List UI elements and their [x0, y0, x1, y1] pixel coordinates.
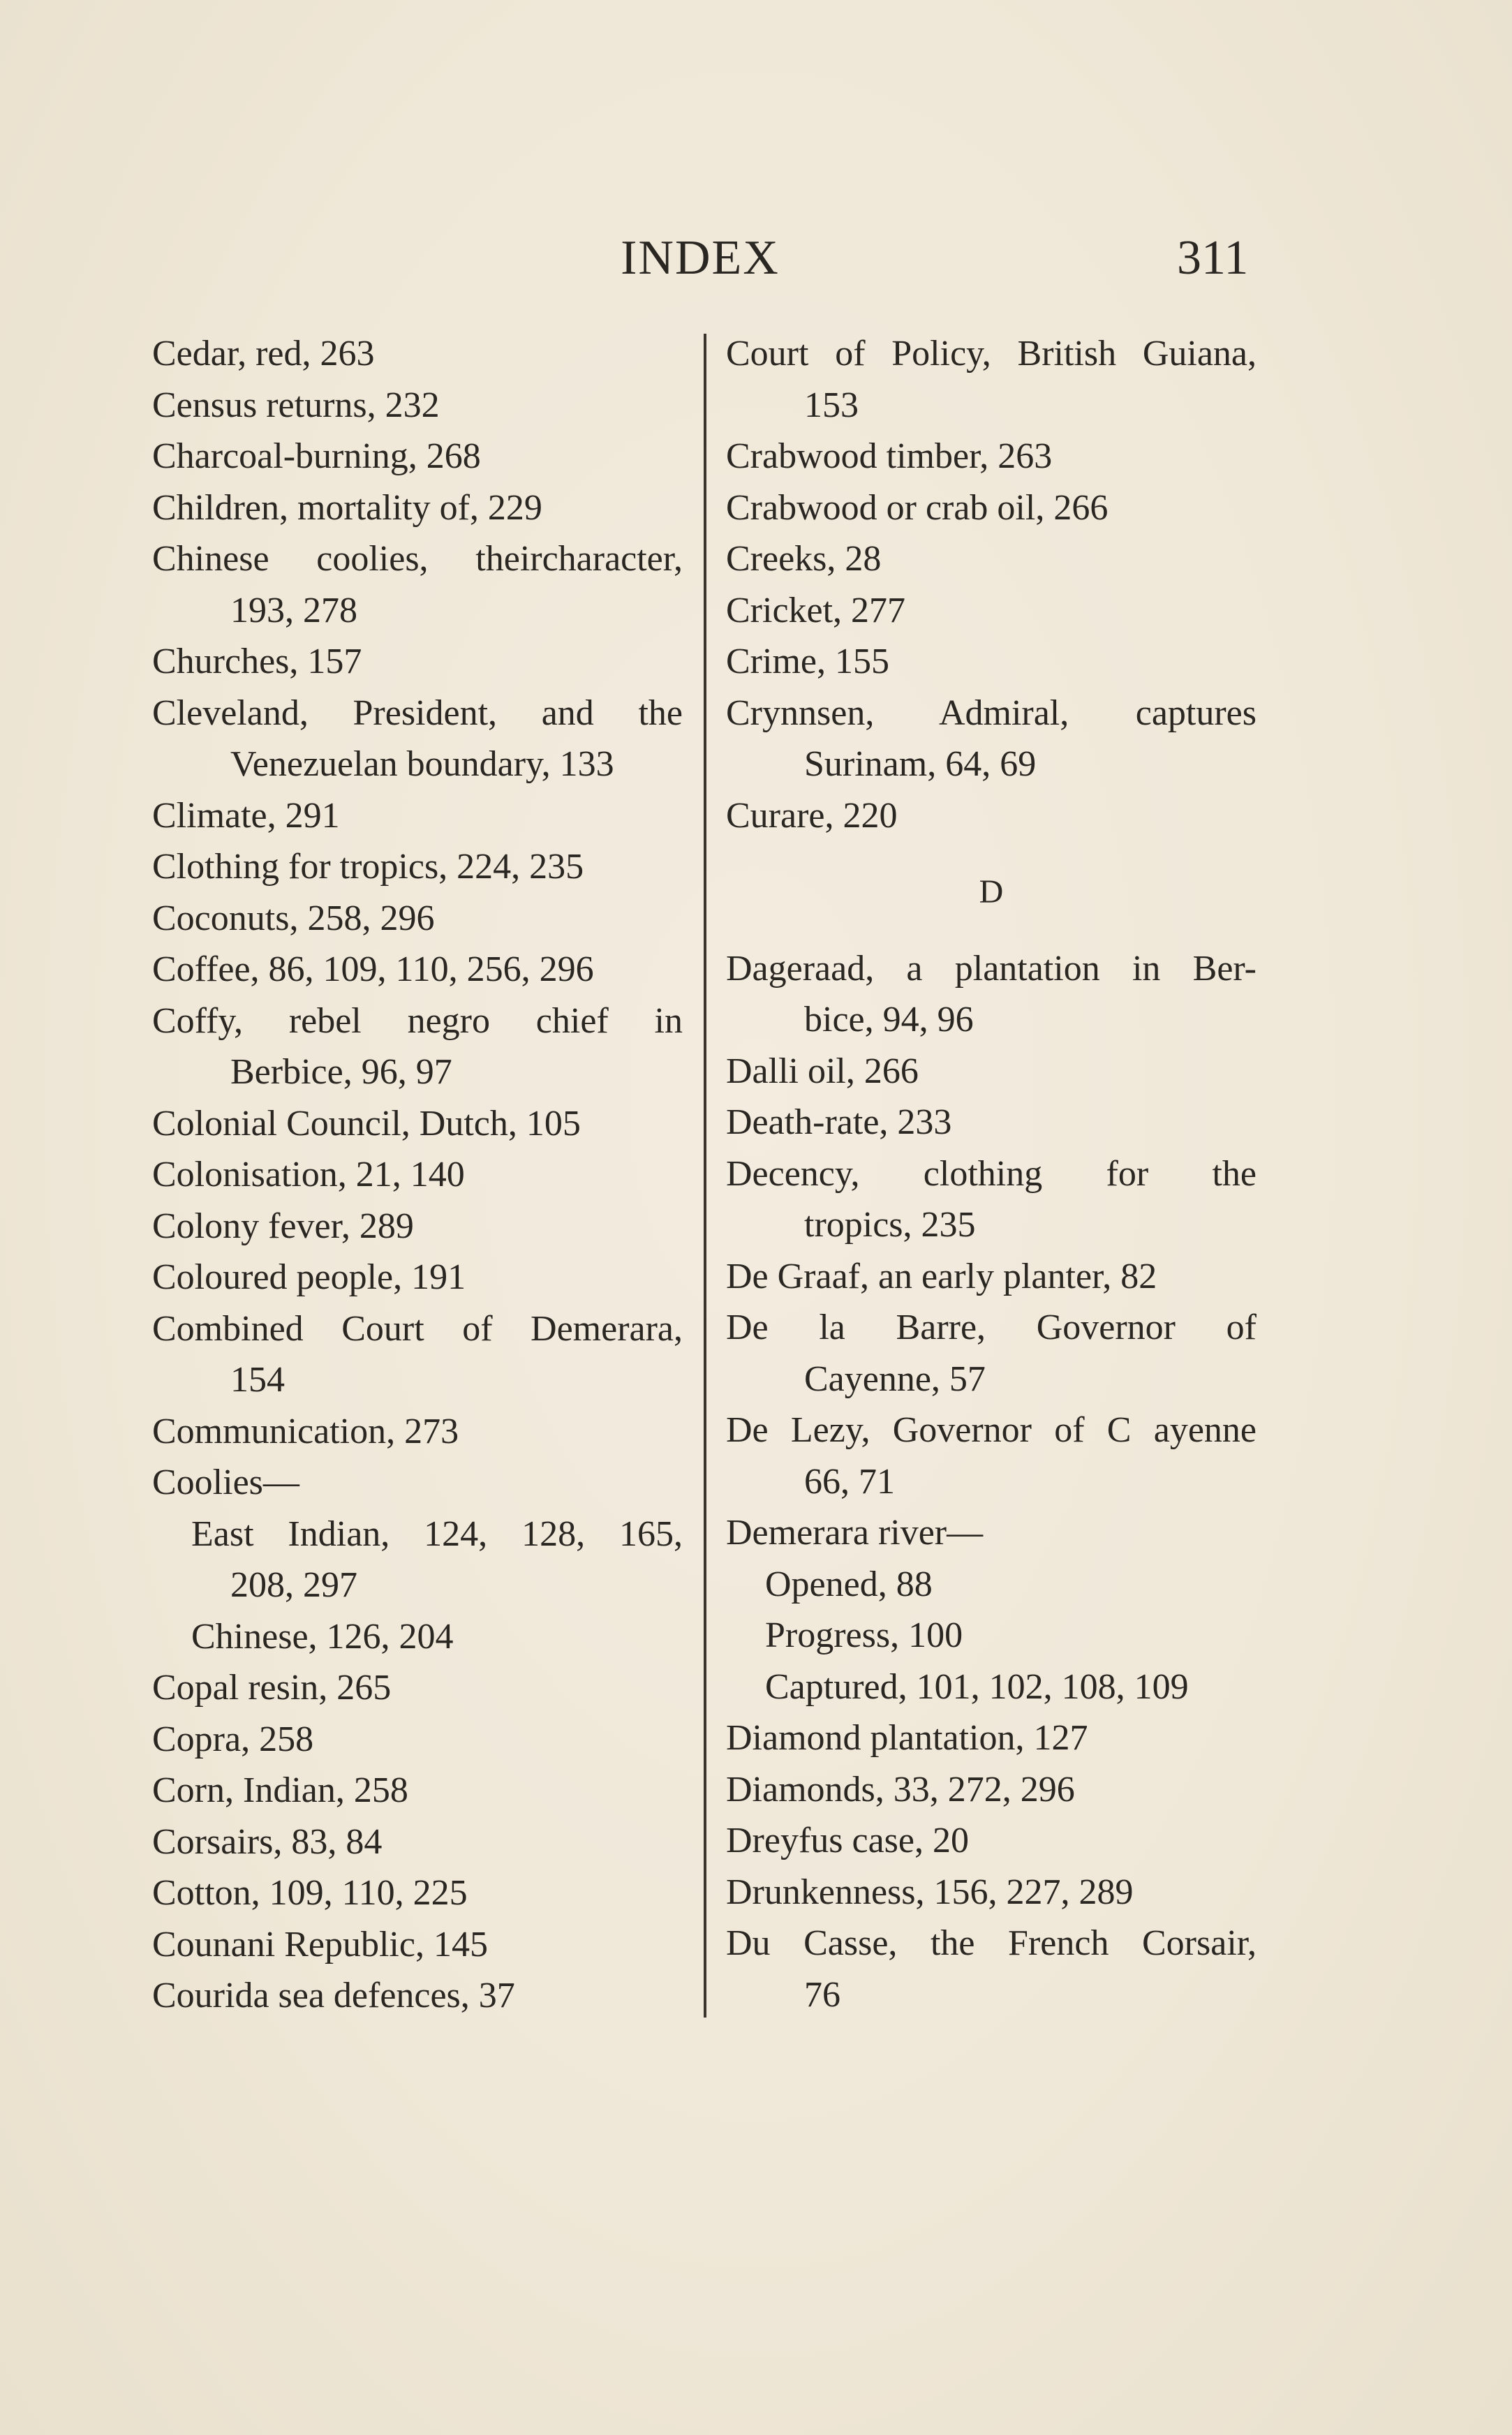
index-entry-heading: Cotton, 109, 110, 225	[152, 1873, 468, 1913]
index-entry-heading: Dageraad, a plantation in Ber-	[726, 948, 1257, 989]
index-entry-heading: Churches, 157	[152, 642, 362, 681]
index-entry	[726, 431, 1257, 482]
index-entry	[152, 1457, 683, 1509]
index-entry	[152, 533, 683, 636]
index-entry-heading: Clothing for tropics, 224, 235	[152, 847, 584, 887]
index-entry	[152, 1970, 683, 2022]
index-entry	[726, 1712, 1257, 1764]
index-entry	[152, 688, 683, 790]
index-subentry-continuation: 208, 297	[230, 1565, 357, 1605]
index-entry	[152, 1662, 683, 1714]
index-entry-heading: Cedar, red, 263	[152, 334, 375, 373]
index-entry	[152, 1765, 683, 1816]
index-entry	[726, 1148, 1257, 1251]
index-entry	[726, 482, 1257, 534]
index-column-right	[726, 328, 1257, 2020]
index-entry	[152, 1252, 683, 1303]
index-entry	[726, 1661, 1257, 1713]
index-entry	[726, 1046, 1257, 1097]
index-entry	[152, 944, 683, 996]
index-entry	[152, 893, 683, 945]
index-entry-heading: De Lezy, Governor of C ayenne	[726, 1410, 1257, 1450]
index-entry	[152, 380, 683, 431]
index-entry-heading: Combined Court of Demerara,	[152, 1308, 683, 1349]
index-entry-heading: Du Casse, the French Corsair,	[726, 1923, 1257, 1963]
index-entry	[726, 790, 1257, 842]
index-entry-heading: Dreyfus case, 20	[726, 1821, 969, 1860]
index-entry	[726, 1867, 1257, 1918]
index-entry-heading: Decency, clothing for the	[726, 1153, 1257, 1194]
index-entry	[726, 1918, 1257, 2020]
index-entry-heading: Crynnsen, Admiral, captures	[726, 693, 1257, 733]
index-entry-heading: Creeks, 28	[726, 539, 882, 579]
index-entry-heading: Climate, 291	[152, 795, 340, 836]
index-entry-continuation: 153	[804, 385, 859, 425]
index-entry-heading: Colonial Council, Dutch, 105	[152, 1103, 581, 1144]
index-subentry: Progress, 100	[765, 1615, 963, 1655]
index-entry	[152, 1406, 683, 1458]
index-entry	[726, 328, 1257, 431]
index-entry-continuation: Cayenne, 57	[804, 1359, 986, 1399]
index-entry-heading: De Graaf, an early planter, 82	[726, 1256, 1157, 1296]
index-entry	[726, 1764, 1257, 1816]
index-entry	[152, 1303, 683, 1406]
index-entry	[726, 1097, 1257, 1148]
index-entry-heading: Demerara river—	[726, 1513, 984, 1553]
index-entry	[152, 431, 683, 482]
index-entry	[152, 1611, 683, 1663]
index-entry-heading: Coffee, 86, 109, 110, 256, 296	[152, 949, 594, 989]
index-subentry: East Indian, 124, 128, 165,	[191, 1513, 683, 1554]
index-entry	[726, 943, 1257, 1046]
index-entry	[152, 1714, 683, 1766]
index-entry	[152, 328, 683, 380]
index-entry	[726, 1610, 1257, 1661]
page-title: INDEX	[621, 231, 780, 285]
index-entry-continuation: Surinam, 64, 69	[804, 744, 1037, 784]
index-entry-continuation: Berbice, 96, 97	[230, 1052, 452, 1092]
index-entry	[152, 790, 683, 842]
index-entry-heading: Dalli oil, 266	[726, 1051, 919, 1091]
index-entry-heading: Crabwood or crab oil, 266	[726, 487, 1109, 528]
index-entry-heading: Colonisation, 21, 140	[152, 1155, 465, 1194]
index-entry	[152, 1201, 683, 1252]
index-entry	[152, 1098, 683, 1150]
index-group-c-continued	[726, 328, 1257, 841]
index-entry-continuation: 154	[230, 1360, 285, 1400]
index-entry	[152, 1149, 683, 1201]
index-entry-heading: Copra, 258	[152, 1719, 314, 1759]
index-entry	[726, 1302, 1257, 1405]
index-column-left	[152, 328, 683, 2022]
index-entry	[726, 636, 1257, 688]
index-entry-heading: Counani Republic, 145	[152, 1924, 488, 1964]
index-entry	[152, 841, 683, 893]
index-entry-heading: Census returns, 232	[152, 385, 440, 425]
index-entry	[152, 636, 683, 688]
index-entry-heading: Death-rate, 233	[726, 1102, 952, 1142]
index-entry-heading: Drunkenness, 156, 227, 289	[726, 1872, 1134, 1912]
index-entry-continuation: 193, 278	[230, 590, 357, 630]
index-entry-heading: Diamonds, 33, 272, 296	[726, 1769, 1075, 1809]
index-entry	[726, 533, 1257, 585]
index-entry-heading: Communication, 273	[152, 1411, 459, 1451]
index-entry-heading: Crime, 155	[726, 642, 889, 681]
index-entry-heading: Court of Policy, British Guiana,	[726, 334, 1257, 373]
index-entry-heading: Crabwood timber, 263	[726, 436, 1053, 476]
index-entry-continuation: tropics, 235	[804, 1205, 976, 1245]
index-group-d	[726, 943, 1257, 2021]
index-entry	[152, 1867, 683, 1919]
index-entry-heading: Coolies—	[152, 1463, 299, 1502]
index-entry-heading: Coconuts, 258, 296	[152, 898, 435, 938]
index-entry-heading: Children, mortality of, 229	[152, 487, 542, 528]
column-divider	[704, 334, 706, 2018]
index-entry-continuation: Venezuelan boundary, 133	[230, 744, 614, 784]
index-entry-heading: Cricket, 277	[726, 590, 906, 630]
page-number: 311	[1177, 231, 1249, 285]
index-entry	[726, 688, 1257, 790]
index-entry-heading: Diamond plantation, 127	[726, 1718, 1088, 1758]
index-entry-heading: Coffy, rebel negro chief in	[152, 1000, 683, 1041]
index-entry	[152, 1816, 683, 1868]
index-entry	[726, 1815, 1257, 1867]
section-letter: D	[979, 873, 1004, 910]
index-entry-heading: Corsairs, 83, 84	[152, 1821, 383, 1862]
index-entry-heading: Courida sea defences, 37	[152, 1976, 515, 2015]
index-entry	[726, 1405, 1257, 1507]
index-entry-continuation: 76	[804, 1974, 840, 2015]
index-entry	[726, 1251, 1257, 1303]
index-entry-heading: Colony fever, 289	[152, 1206, 414, 1246]
index-entry	[152, 1509, 683, 1611]
index-entry	[726, 1507, 1257, 1559]
index-entry-heading: Charcoal-burning, 268	[152, 436, 481, 476]
index-entry-continuation: 66, 71	[804, 1461, 895, 1502]
index-entry	[152, 996, 683, 1098]
index-entry-continuation: bice, 94, 96	[804, 1000, 974, 1039]
index-entry-heading: Chinese coolies, theircharacter,	[152, 539, 683, 579]
index-entry	[152, 482, 683, 534]
index-entry	[152, 1919, 683, 1971]
index-entry	[726, 585, 1257, 637]
index-entry-heading: Coloured people, 191	[152, 1257, 466, 1297]
index-subentry: Chinese, 126, 204	[191, 1616, 454, 1657]
index-entry-heading: De la Barre, Governor of	[726, 1308, 1257, 1347]
index-entry	[726, 1559, 1257, 1611]
index-entry-heading: Cleveland, President, and the	[152, 693, 683, 733]
index-subentry: Opened, 88	[765, 1564, 933, 1604]
index-entry-heading: Curare, 220	[726, 795, 898, 836]
index-entry-heading: Corn, Indian, 258	[152, 1770, 408, 1810]
index-subentry: Captured, 101, 102, 108, 109	[765, 1666, 1189, 1707]
index-entry-heading: Copal resin, 265	[152, 1668, 392, 1708]
